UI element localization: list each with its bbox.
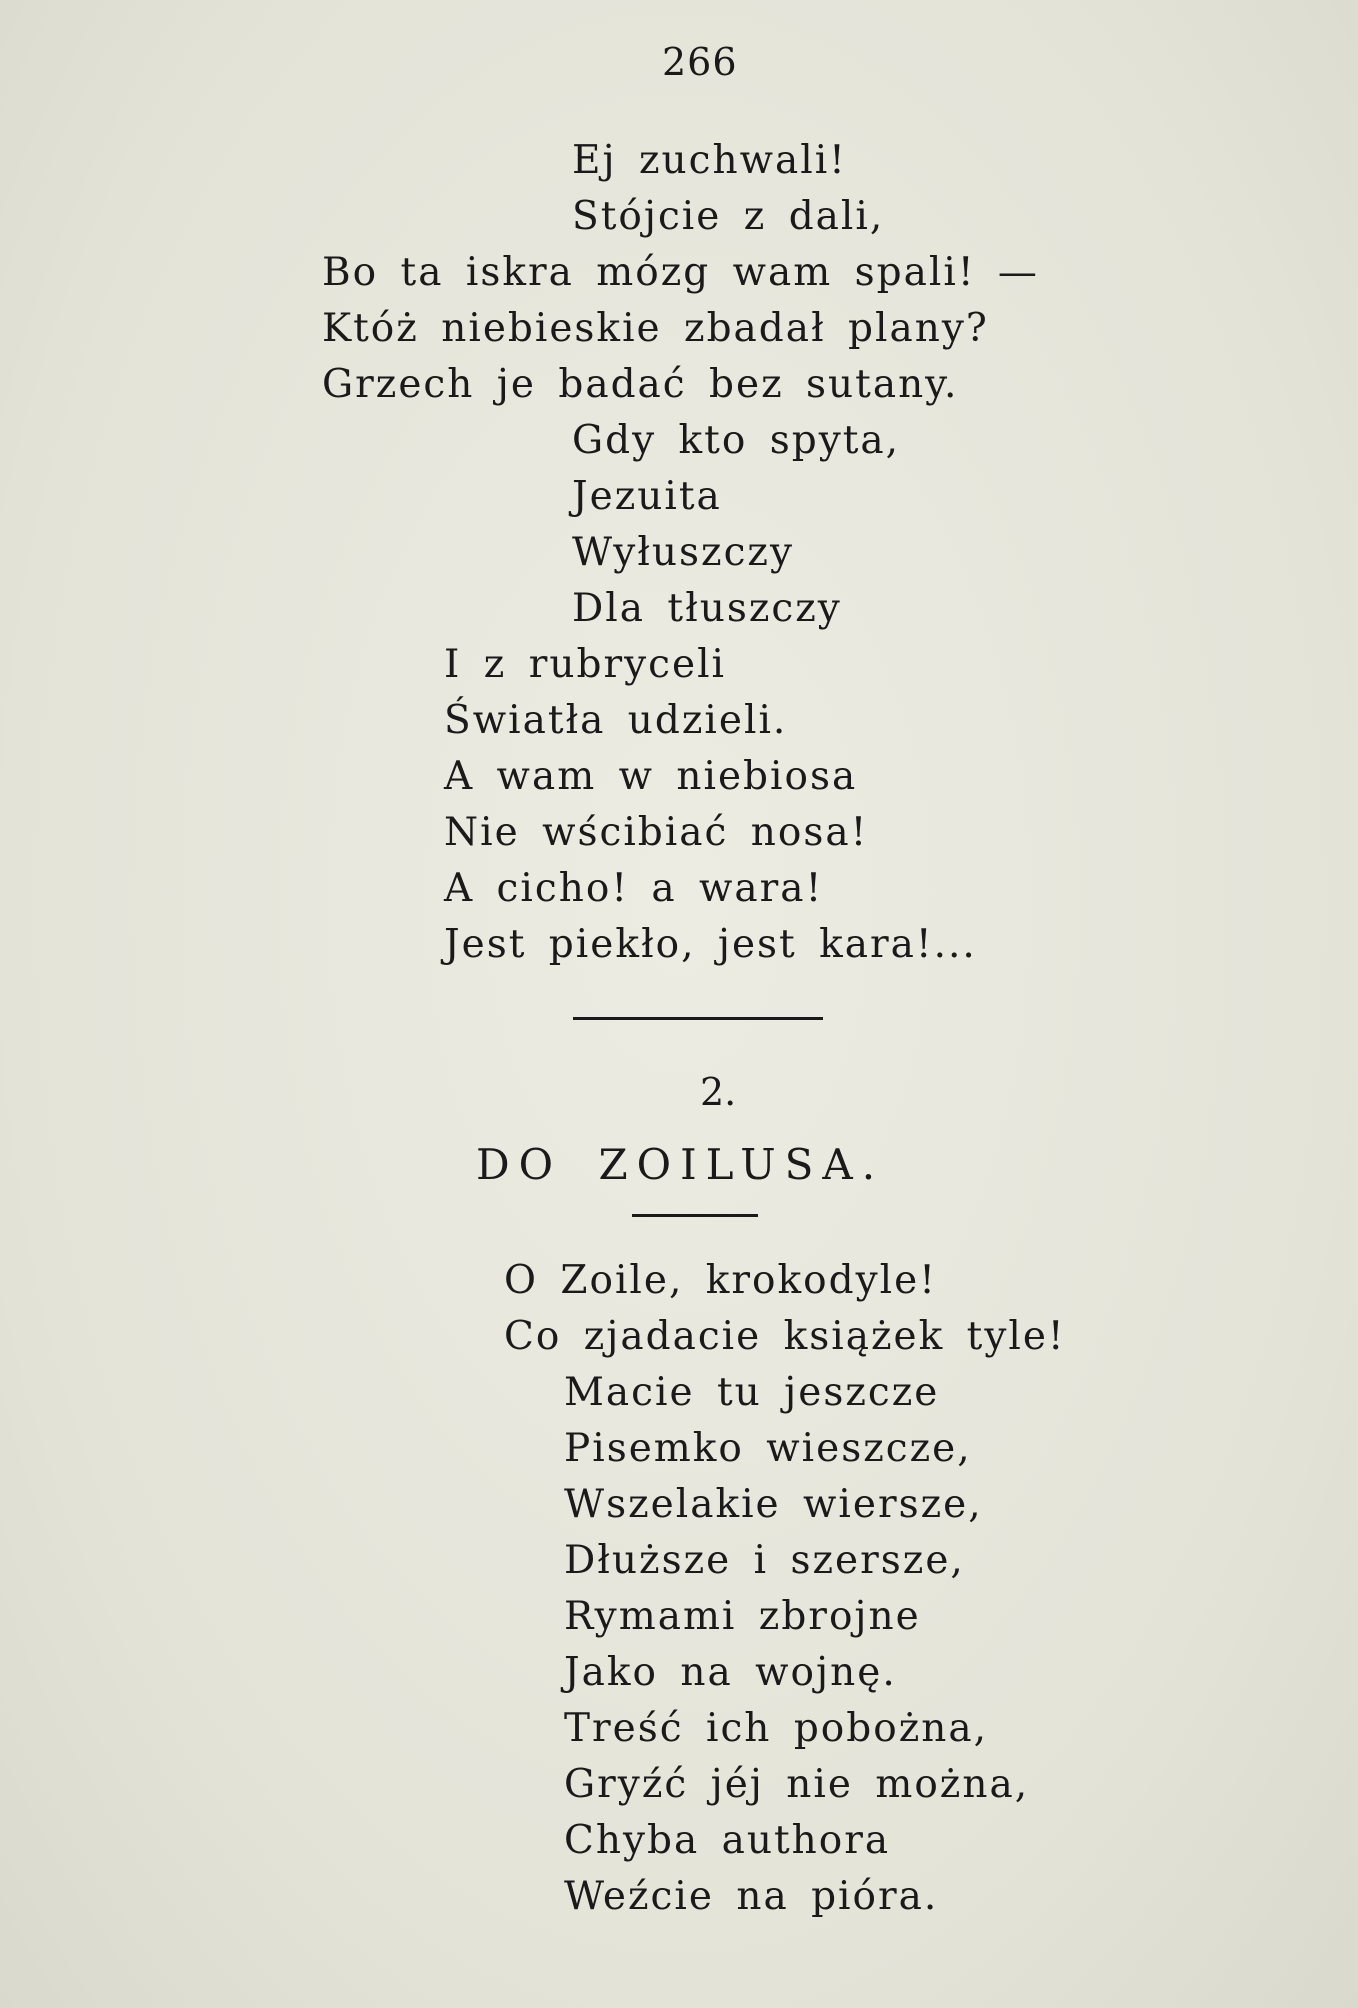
verse-line: Światła udzieli. [444, 698, 788, 743]
verse-line: Rymami zbrojne [564, 1594, 921, 1639]
verse-line: I z rubryceli [444, 642, 727, 687]
section-divider [573, 1017, 823, 1020]
verse-line: Jezuita [572, 474, 722, 519]
verse-line: Stójcie z dali, [572, 194, 885, 239]
verse-line: Wyłuszczy [572, 530, 795, 575]
verse-line: Dla tłuszczy [572, 586, 842, 631]
verse-line: Jako na wojnę. [564, 1650, 897, 1695]
verse-line: Bo ta iskra mózg wam spali! — [322, 250, 1039, 295]
page-number: 266 [662, 40, 738, 84]
verse-line: Gryźć jéj nie można, [564, 1762, 1030, 1807]
title-underline [632, 1214, 758, 1217]
section-number: 2. [700, 1070, 737, 1114]
verse-line: Nie wścibiać nosa! [444, 810, 869, 855]
verse-line: Weźcie na pióra. [564, 1874, 939, 1919]
verse-line: O Zoile, krokodyle! [504, 1258, 937, 1303]
verse-line: Ej zuchwali! [572, 138, 847, 183]
verse-line: Grzech je badać bez sutany. [322, 362, 959, 407]
verse-line: A cicho! a wara! [444, 866, 824, 911]
verse-line: A wam w niebiosa [444, 754, 858, 799]
verse-line: Któż niebieskie zbadał plany? [322, 306, 989, 351]
verse-line: Macie tu jeszcze [564, 1370, 940, 1415]
verse-line: Wszelakie wiersze, [564, 1482, 983, 1527]
verse-line: Pisemko wieszcze, [564, 1426, 972, 1471]
verse-line: Chyba authora [564, 1818, 891, 1863]
verse-line: Gdy kto spyta, [572, 418, 901, 463]
verse-line: Dłuższe i szersze, [564, 1538, 965, 1583]
poem-title: DO ZOILUSA. [476, 1140, 885, 1189]
verse-line: Co zjadacie książek tyle! [504, 1314, 1066, 1359]
verse-line: Jest piekło, jest kara!... [444, 922, 977, 967]
verse-line: Treść ich pobożna, [564, 1706, 989, 1751]
